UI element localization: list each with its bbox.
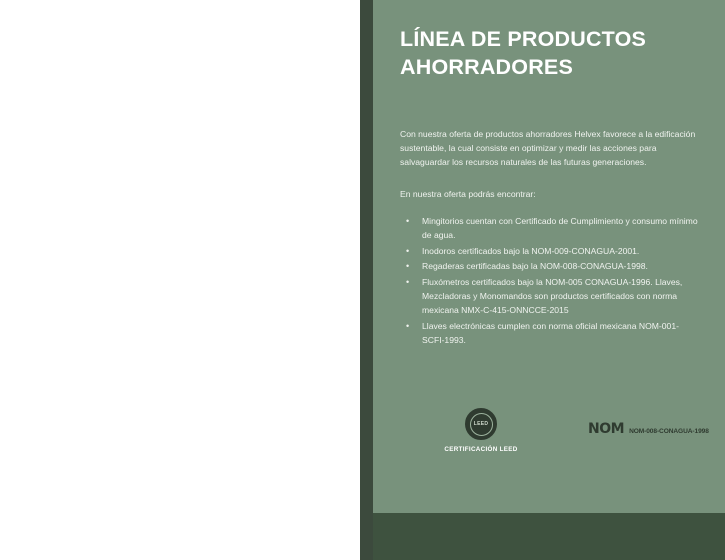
bullet-list (400, 215, 700, 348)
list-item: • Mingitorios cuentan con Certificado de Cumplimiento y consumo mínimo de agua. (400, 215, 700, 243)
leed-seal-text: LEED (470, 413, 493, 436)
certification-badges (373, 400, 725, 460)
nom-mark-icon: NOM (588, 421, 625, 437)
bottom-band (373, 513, 725, 560)
leed-seal-icon (465, 408, 497, 440)
content-panel (373, 0, 725, 513)
content-block (400, 26, 700, 350)
page-spine (360, 0, 373, 560)
list-item: • Fluxómetros certificados bajo la NOM-005 CONAGUA-1996. Llaves, Mezcladoras y Monomandos son productos certificados con norma mexicana NMX-C-415-ONNCCE-2015 (400, 276, 700, 318)
list-item: • Llaves electrónicas cumplen con norma oficial mexicana NOM-001-SCFI-1993. (400, 320, 700, 348)
leed-label: CERTIFICACIÓN LEED (444, 446, 518, 453)
nom-badge (588, 422, 709, 436)
nom-standard-text: NOM-008-CONAGUA-1998 (629, 428, 709, 435)
subheading: En nuestra oferta podrás encontrar: (400, 188, 536, 199)
list-item: • Regaderas certificadas bajo la NOM-008-CONAGUA-1998. (400, 260, 700, 274)
page-title: LÍNEA DE PRODUCTOS AHORRADORES (400, 27, 647, 79)
left-blank-page (0, 0, 360, 560)
leed-badge (421, 408, 541, 453)
intro-paragraph: Con nuestra oferta de productos ahorradores Helvex favorece a la edificación sustentable, la cual consiste en optimizar y medir las acciones para salvaguardar los recursos naturales de las futuras generaciones. (400, 129, 696, 168)
list-item: • Inodoros certificados bajo la NOM-009-CONAGUA-2001. (400, 245, 700, 259)
